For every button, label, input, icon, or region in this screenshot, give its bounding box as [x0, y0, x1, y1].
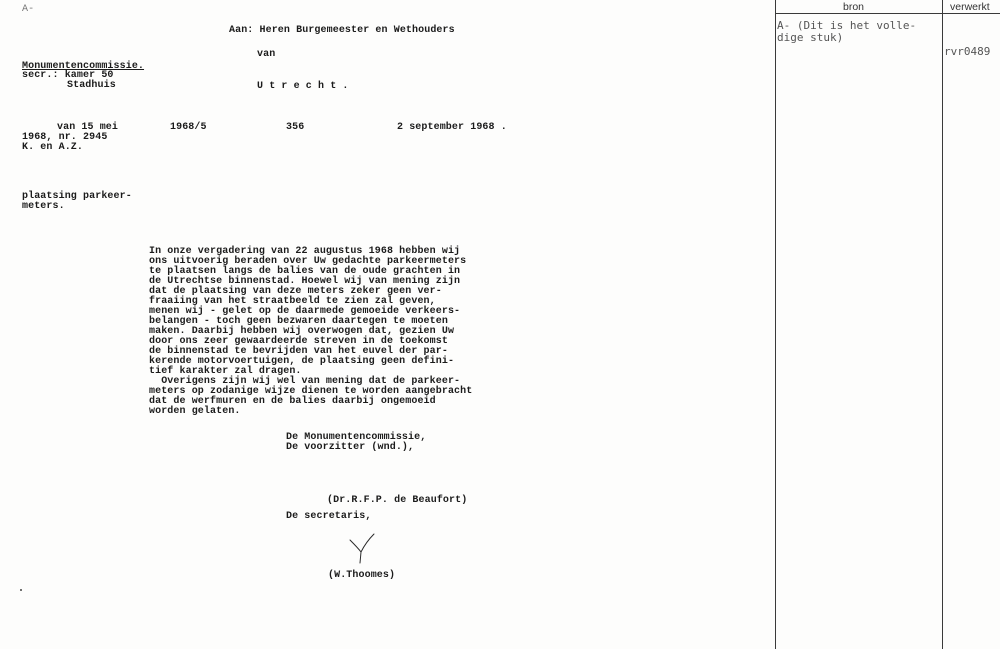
ref-line-1: van 15 mei	[57, 122, 119, 133]
body-line: dat de werfmuren en de balies daarbij ongemoeid	[149, 396, 436, 407]
body-line: door ons zeer gewaardeerde streven in de toekomst	[149, 336, 448, 347]
sender-org: Monumentencommissie.	[22, 61, 145, 72]
signature-mark	[344, 530, 380, 566]
ref-line-3: K. en A.Z.	[22, 142, 84, 153]
sender-room: secr.: kamer 50	[22, 70, 114, 81]
body-line: te plaatsen langs de balies van de oude grachten in	[149, 266, 461, 277]
address-line-2: van	[257, 49, 276, 60]
body-line: menen wij - gelet op de daarmede gemoeide verkeers-	[149, 306, 461, 317]
body-line: In onze vergadering van 22 augustus 1968 hebben wij	[149, 246, 461, 257]
ref-line-2: 1968, nr. 2945	[22, 132, 108, 143]
header-rule	[775, 13, 1000, 14]
body-line: meters op zodanige wijze dienen te worden aangebracht	[149, 386, 473, 397]
address-line-1: Aan: Heren Burgemeester en Wethouders	[229, 25, 455, 36]
body-line: kerende motorvoertuigen, de plaatsing geen defini-	[149, 356, 455, 367]
bron-note-line-2: dige stuk)	[777, 31, 844, 44]
letter-date: 2 september 1968 .	[397, 122, 507, 133]
body-line: tief karakter zal dragen.	[149, 366, 302, 377]
secretary-name: (W.Thoomes)	[328, 570, 396, 581]
bron-note-line-1: A- (Dit is het volle-	[777, 19, 917, 32]
body-line: belangen - toch geen bezwaren daartegen te moeten	[149, 316, 448, 327]
ref-code: 356	[286, 122, 305, 133]
body-line: maken. Daarbij hebben wij overwogen dat, gezien Uw	[149, 326, 455, 337]
verwerkt-header: verwerkt	[950, 1, 990, 13]
body-line: worden gelaten.	[149, 406, 241, 417]
body-line: de Utrechtse binnenstad. Hoewel wij van mening zijn	[149, 276, 461, 287]
closing-line-2: De voorzitter (wnd.),	[286, 442, 415, 453]
column-rule	[775, 0, 776, 649]
chair-name: (Dr.R.F.P. de Beaufort)	[327, 495, 468, 506]
ref-number: 1968/5	[170, 122, 207, 133]
bron-header: bron	[843, 1, 865, 13]
body-line: ons uitvoerig beraden over Uw gedachte parkeermeters	[149, 256, 467, 267]
body-line: dat de plaatsing van deze meters zeker geen ver-	[149, 286, 442, 297]
subject-line-2: meters.	[22, 201, 65, 212]
subject-line-1: plaatsing parkeer-	[22, 191, 132, 202]
body-line: de binnenstad te bevrijden van het euvel der par-	[149, 346, 448, 357]
column-rule	[942, 0, 943, 649]
ink-speck	[20, 589, 22, 591]
address-line-3: U t r e c h t .	[257, 81, 349, 92]
closing-line-1: De Monumentencommissie,	[286, 432, 427, 443]
page-code: A-	[22, 4, 35, 15]
verwerkt-code: rvr0489	[944, 45, 991, 58]
secretary-label: De secretaris,	[286, 511, 372, 522]
body-line: Overigens zijn wij wel van mening dat de parkeer-	[149, 376, 461, 387]
body-line: fraaiing van het straatbeeld te zien zal geven,	[149, 296, 436, 307]
sender-building: Stadhuis	[67, 80, 116, 91]
